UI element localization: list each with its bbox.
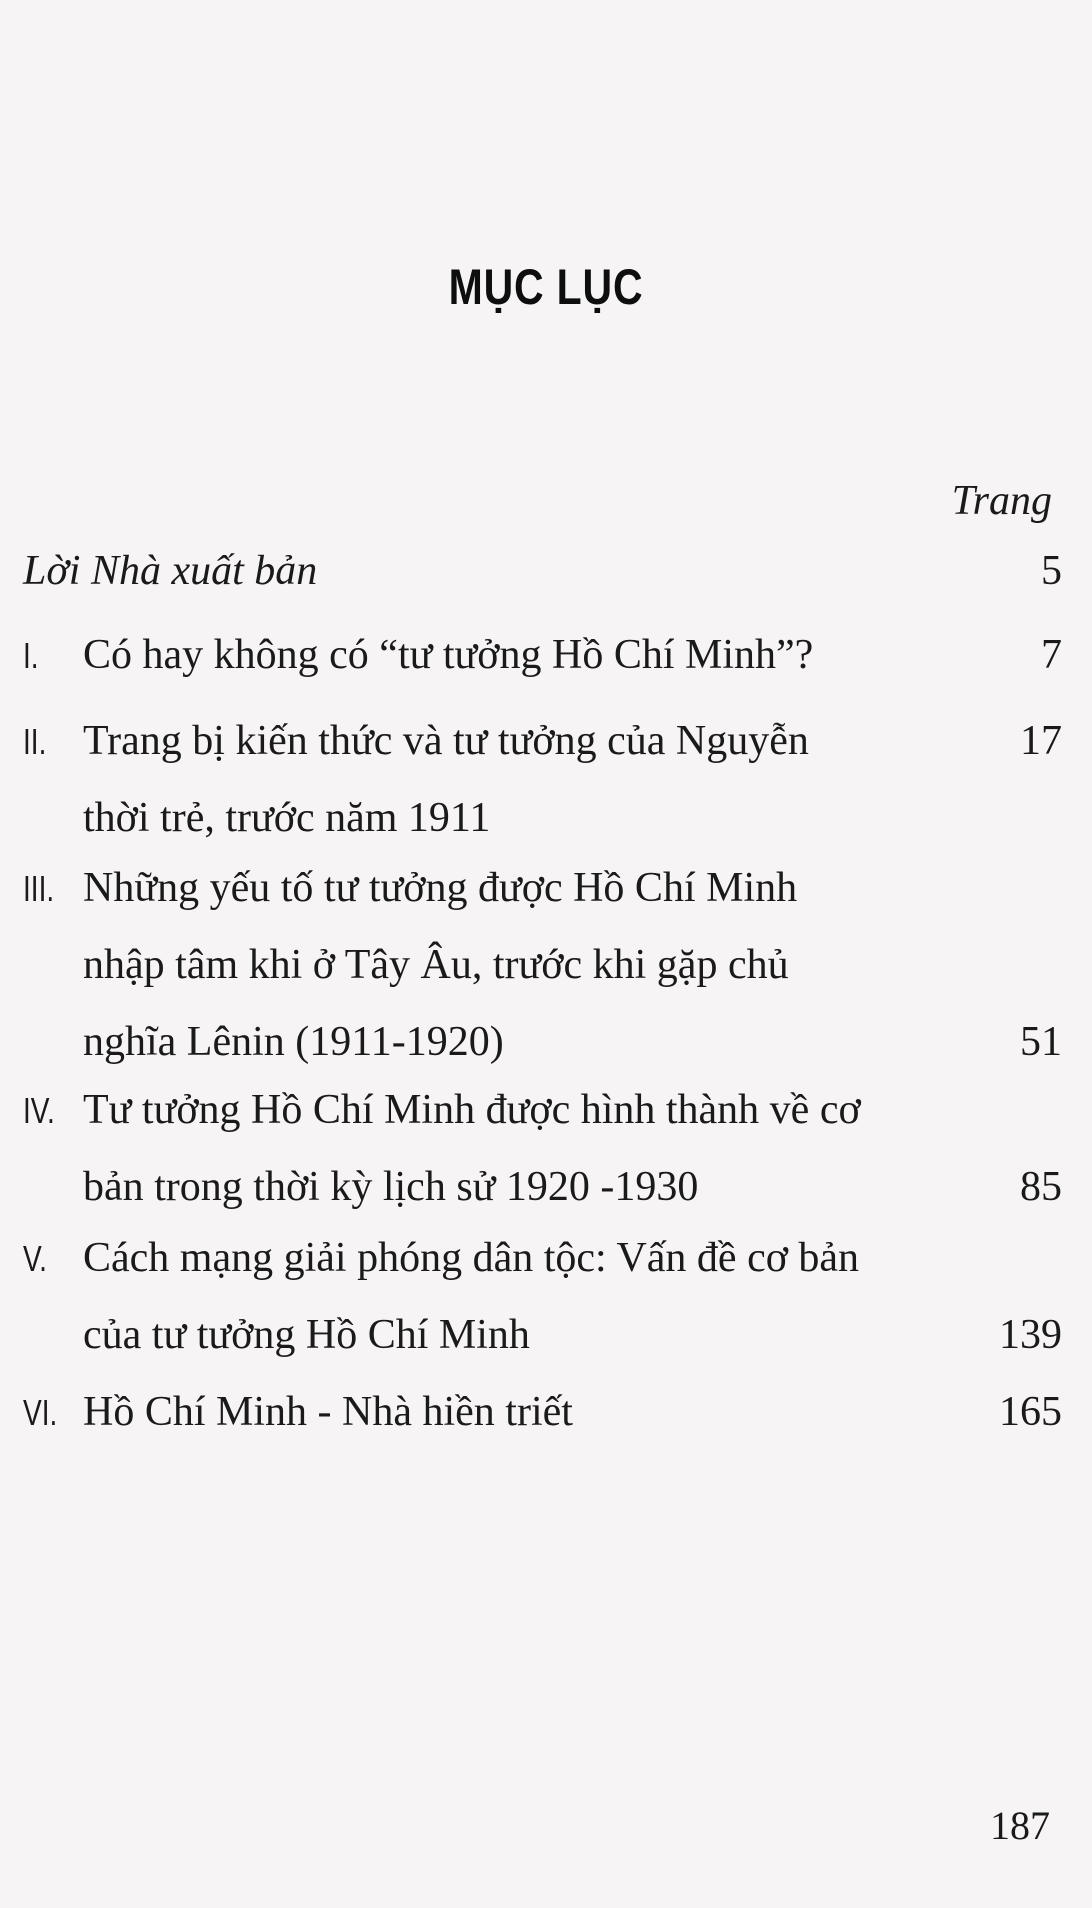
entry-page-number: 139	[999, 1312, 1062, 1358]
entry-page-number: 51	[1020, 1019, 1062, 1065]
entry-title-line: Lời Nhà xuất bản	[23, 548, 318, 594]
entry-title-line: của tư tưởng Hồ Chí Minh	[83, 1312, 530, 1358]
entry-page-number: 17	[1020, 718, 1062, 764]
entry-title-line: Tư tưởng Hồ Chí Minh được hình thành về cơ	[83, 1087, 861, 1133]
chapter-numeral: VI.	[23, 1392, 58, 1433]
page-column-header: Trang	[951, 478, 1052, 524]
entry-title-line: Cách mạng giải phóng dân tộc: Vấn đề cơ bản	[83, 1235, 860, 1281]
entry-title-line: thời trẻ, trước năm 1911	[83, 795, 491, 841]
entry-title-line: Hồ Chí Minh - Nhà hiền triết	[83, 1389, 573, 1435]
chapter-numeral: IV.	[23, 1090, 55, 1131]
chapter-numeral: II.	[23, 721, 47, 762]
chapter-numeral: III.	[23, 868, 55, 909]
entry-page-number: 85	[1020, 1164, 1062, 1210]
entry-title-line: nghĩa Lênin (1911-1920)	[83, 1019, 504, 1065]
entry-page-number: 165	[999, 1389, 1062, 1435]
entry-title-line: Những yếu tố tư tưởng được Hồ Chí Minh	[83, 865, 798, 911]
entry-page-number: 5	[1041, 548, 1062, 594]
chapter-numeral: I.	[23, 635, 39, 676]
entry-title-line: Có hay không có “tư tưởng Hồ Chí Minh”?	[83, 632, 814, 678]
page-number: 187	[990, 1803, 1050, 1848]
entry-title-line: bản trong thời kỳ lịch sử 1920 -1930	[83, 1164, 699, 1210]
entry-page-number: 7	[1041, 632, 1062, 678]
toc-title: MỤC LỤC	[448, 259, 644, 315]
chapter-numeral: V.	[23, 1238, 47, 1279]
entry-title-line: Trang bị kiến thức và tư tưởng của Nguyễn	[83, 718, 809, 764]
entry-title-line: nhập tâm khi ở Tây Âu, trước khi gặp chủ	[83, 942, 789, 988]
